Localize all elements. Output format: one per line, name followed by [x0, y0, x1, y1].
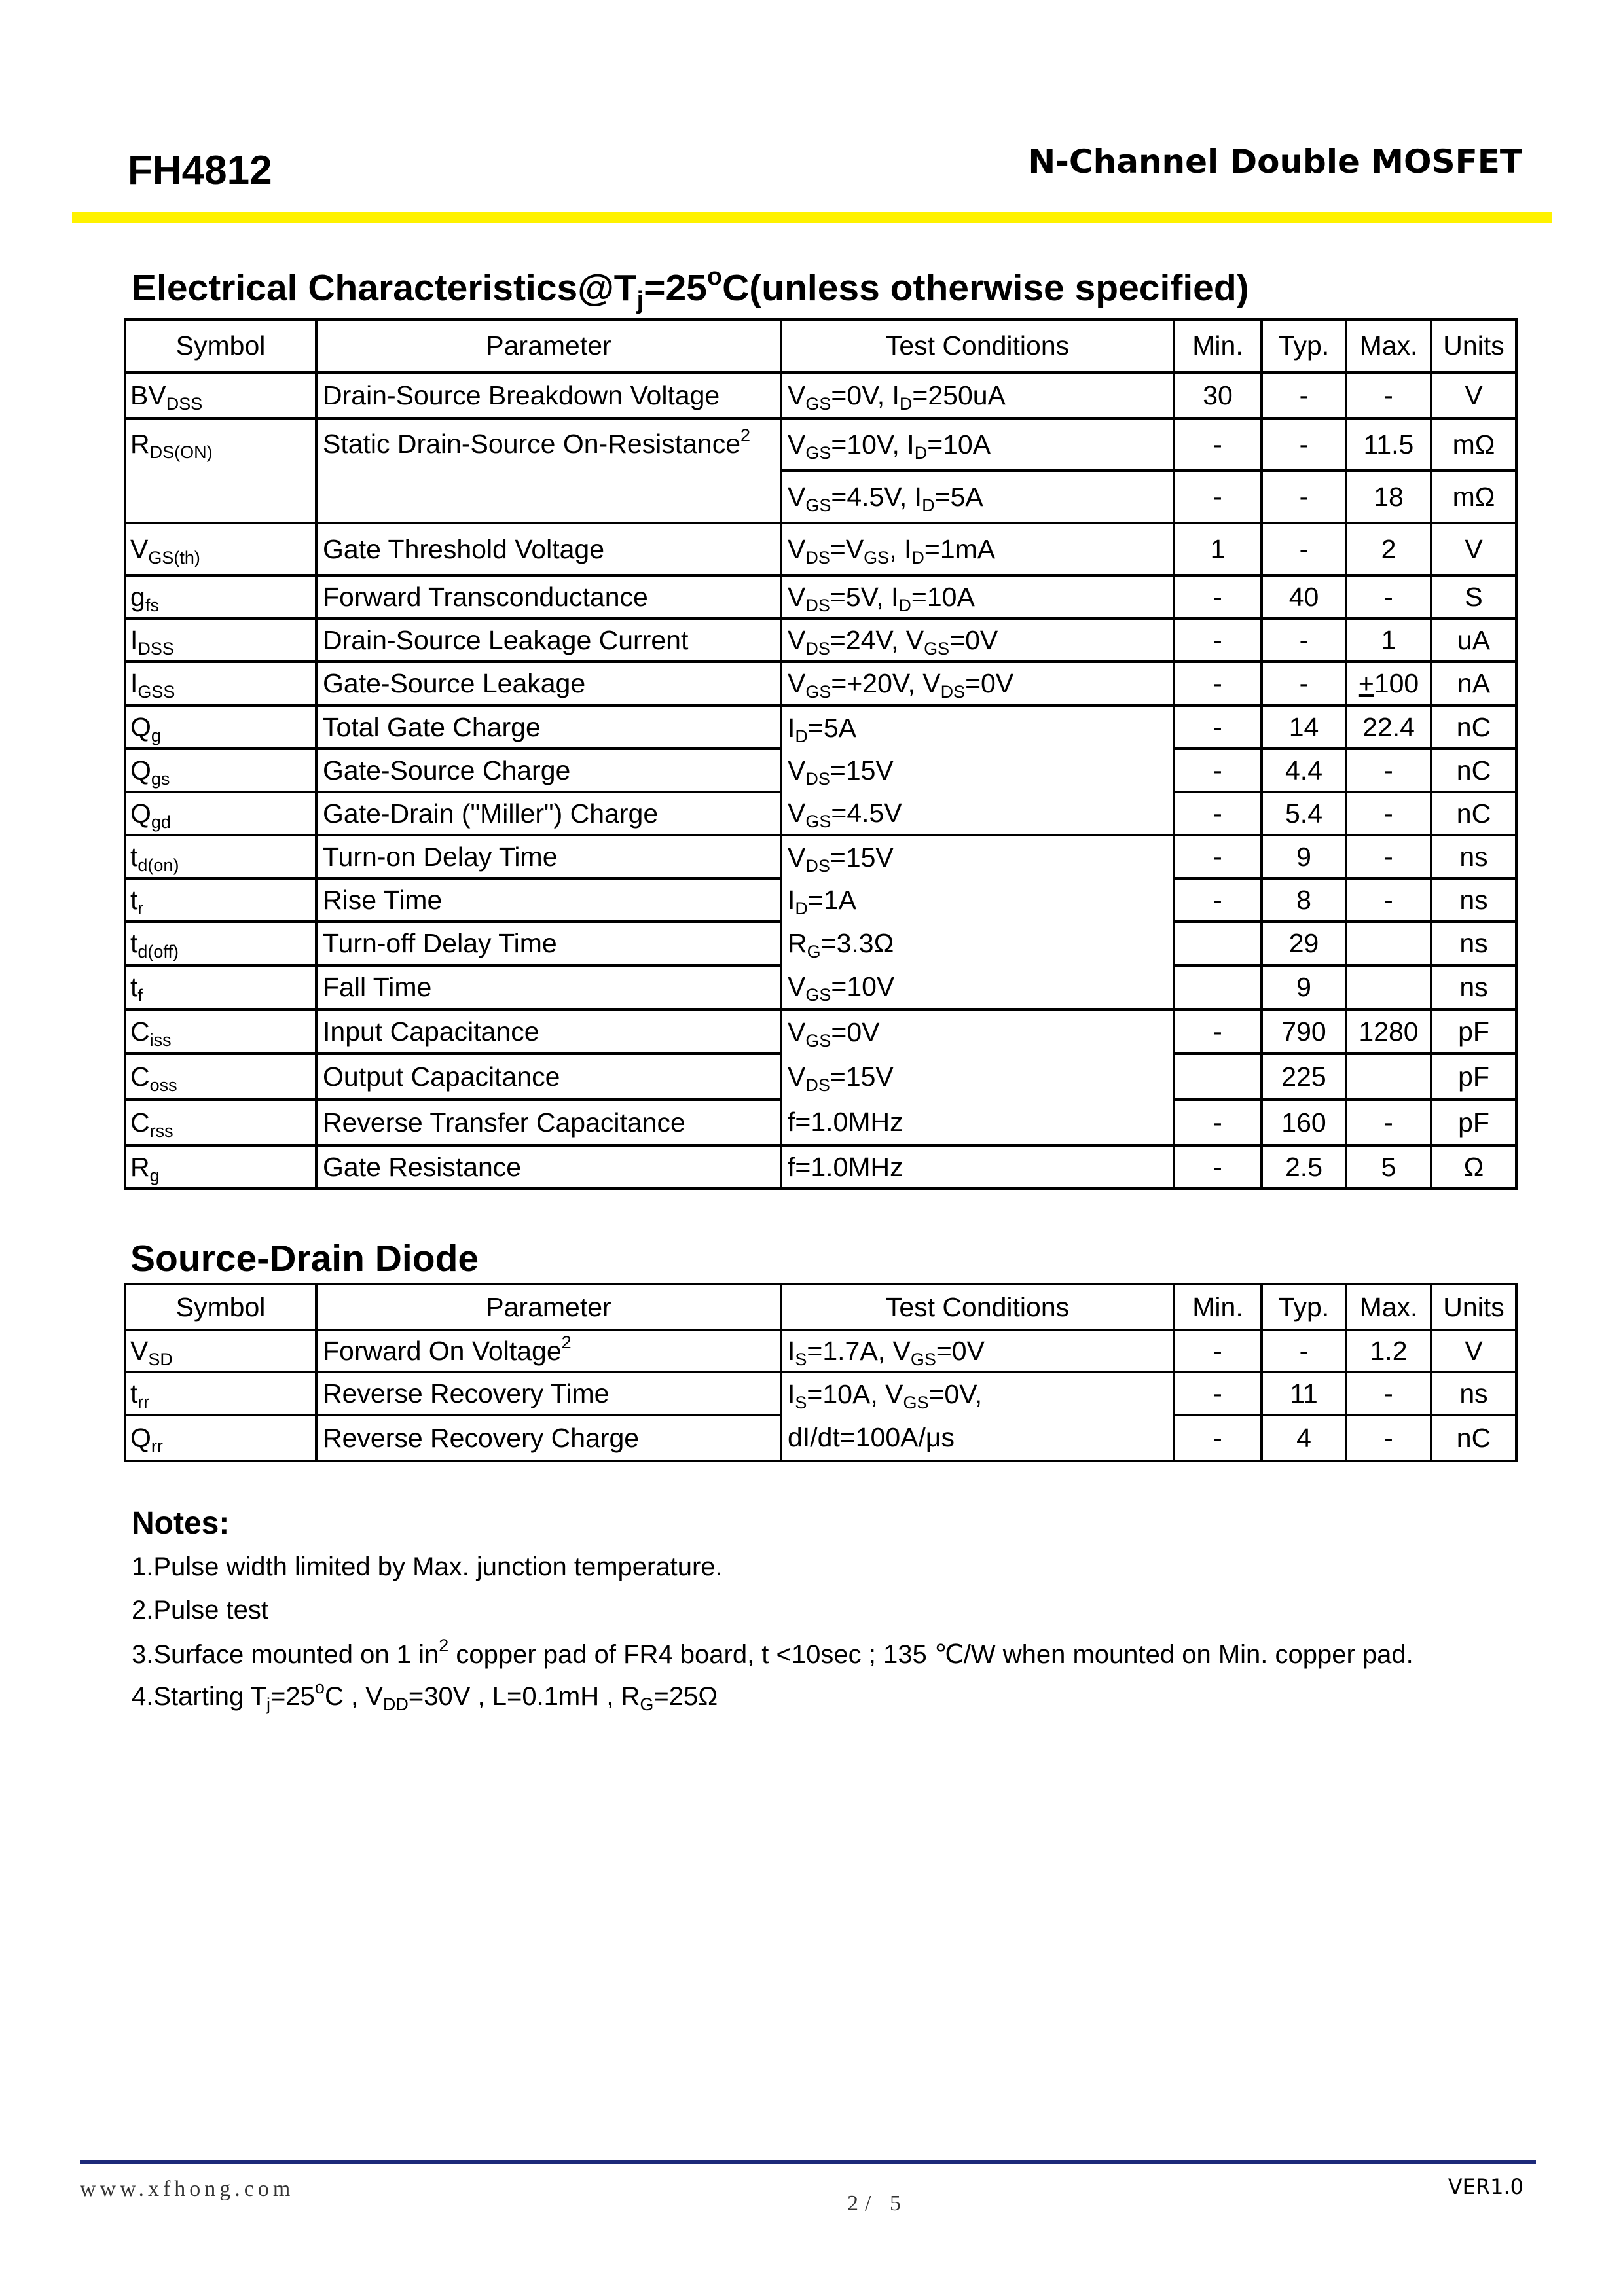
symbol-cell: $C_{oss}$ — [125, 1054, 316, 1100]
max-cell: 1 — [1346, 619, 1431, 662]
condition-cell: $V_{DS}=15V$ — [781, 1054, 1174, 1100]
condition-cell: $V_{DS}=15V$ — [781, 835, 1174, 878]
typ-cell: - — [1262, 1330, 1346, 1372]
header-units: Units — [1431, 319, 1516, 372]
parameter-cell: Total Gate Charge — [316, 706, 781, 749]
typ-cell: 9 — [1262, 965, 1346, 1009]
symbol-cell: $t_r$ — [125, 878, 316, 922]
max-cell: 2 — [1346, 523, 1431, 575]
header-max: Max. — [1346, 319, 1431, 372]
unit-cell: Ω — [1431, 1145, 1516, 1189]
note-1: 1.Pulse width limited by Max. junction temperature. — [132, 1552, 723, 1581]
table-row — [125, 372, 1516, 418]
min-cell — [1174, 922, 1262, 965]
parameter-cell: Gate Threshold Voltage — [316, 523, 781, 575]
typ-cell: - — [1262, 523, 1346, 575]
condition-cell: $V_{GS}=10V$, $I_D=10A$ — [781, 418, 1174, 471]
condition-cell: $V_{DS}=15V$ — [781, 749, 1174, 792]
min-cell: - — [1174, 662, 1262, 706]
max-cell — [1346, 1054, 1431, 1100]
unit-cell: ns — [1431, 1372, 1516, 1415]
condition-cell: $V_{GS}=4.5V$ — [781, 792, 1174, 835]
condition-cell: $V_{DS}=V_{GS}$, $I_D=1mA$ — [781, 523, 1174, 575]
min-cell: - — [1174, 575, 1262, 619]
symbol-cell: $I_{DSS}$ — [125, 619, 316, 662]
table-header-row — [125, 1284, 1516, 1330]
max-cell: - — [1346, 878, 1431, 922]
parameter-cell: Input Capacitance — [316, 1009, 781, 1054]
min-cell: 30 — [1174, 372, 1262, 418]
min-cell: - — [1174, 619, 1262, 662]
typ-cell: - — [1262, 619, 1346, 662]
table-header-row — [125, 319, 1516, 372]
typ-cell: - — [1262, 418, 1346, 471]
symbol-cell: $t_{d(on)}$ — [125, 835, 316, 878]
note-4: 4.Starting $T_j=25^oC$ , $V_{DD}=30V$ , L=0.1mH , $R_G=25\Omega$ — [132, 1677, 718, 1714]
typ-cell: 2.5 — [1262, 1145, 1346, 1189]
condition-cell: $V_{GS}=4.5V$, $I_D=5A$ — [781, 471, 1174, 523]
min-cell: - — [1174, 835, 1262, 878]
table-row — [125, 1415, 1516, 1461]
symbol-cell: $Q_{gd}$ — [125, 792, 316, 835]
min-cell: 1 — [1174, 523, 1262, 575]
min-cell — [1174, 965, 1262, 1009]
typ-cell: 5.4 — [1262, 792, 1346, 835]
unit-cell: V — [1431, 1330, 1516, 1372]
footer-url: www.xfhong.com — [80, 2177, 295, 2201]
parameter-cell: Fall Time — [316, 965, 781, 1009]
symbol-cell: $V_{GS(th)}$ — [125, 523, 316, 575]
unit-cell: nA — [1431, 662, 1516, 706]
electrical-characteristics-title: Electrical $Characteristics@T_j=25^oC(unless$ otherwise specified) — [132, 263, 1249, 314]
typ-cell: 11 — [1262, 1372, 1346, 1415]
parameter-cell: Turn-on Delay Time — [316, 835, 781, 878]
unit-cell: pF — [1431, 1009, 1516, 1054]
max-cell: 11.5 — [1346, 418, 1431, 471]
unit-cell: nC — [1431, 1415, 1516, 1461]
condition-cell: dI/dt=100A/μs — [781, 1415, 1174, 1461]
part-number: FH4812 — [128, 148, 272, 193]
condition-cell: $I_D=5A$ — [781, 706, 1174, 749]
min-cell: - — [1174, 1009, 1262, 1054]
max-cell: - — [1346, 1100, 1431, 1145]
header-symbol: Symbol — [125, 319, 316, 372]
symbol-cell: $R_{DS(ON)}$ — [125, 418, 316, 523]
header-min: Min. — [1174, 1284, 1262, 1330]
table-row — [125, 1372, 1516, 1415]
parameter-cell: Forward Transconductance — [316, 575, 781, 619]
table-row — [125, 792, 1516, 835]
symbol-cell: $t_{d(off)}$ — [125, 922, 316, 965]
header-units: Units — [1431, 1284, 1516, 1330]
condition-cell: $V_{DS}=24V$, $V_{GS}=0V$ — [781, 619, 1174, 662]
header-parameter: Parameter — [316, 319, 781, 372]
typ-cell: 40 — [1262, 575, 1346, 619]
max-cell: 1280 — [1346, 1009, 1431, 1054]
unit-cell: V — [1431, 523, 1516, 575]
typ-cell: - — [1262, 372, 1346, 418]
typ-cell: - — [1262, 471, 1346, 523]
table-row — [125, 1009, 1516, 1054]
unit-cell: ns — [1431, 922, 1516, 965]
table-row — [125, 965, 1516, 1009]
note-2: 2.Pulse test — [132, 1596, 269, 1624]
max-cell: 1.2 — [1346, 1330, 1431, 1372]
condition-cell: $V_{DS}=5V$, $I_D=10A$ — [781, 575, 1174, 619]
max-cell: - — [1346, 792, 1431, 835]
max-cell: 18 — [1346, 471, 1431, 523]
electrical-characteristics-table — [124, 318, 1518, 1190]
table-row — [125, 1145, 1516, 1189]
parameter-cell: Forward On Voltage$^2$ — [316, 1330, 781, 1372]
typ-cell: 14 — [1262, 706, 1346, 749]
header-max: Max. — [1346, 1284, 1431, 1330]
parameter-cell: Gate-Source Leakage — [316, 662, 781, 706]
table-row — [125, 1100, 1516, 1145]
table-row — [125, 619, 1516, 662]
parameter-cell: Reverse Recovery Time — [316, 1372, 781, 1415]
min-cell: - — [1174, 706, 1262, 749]
table-row — [125, 1330, 1516, 1372]
max-cell: - — [1346, 749, 1431, 792]
typ-cell: 4 — [1262, 1415, 1346, 1461]
parameter-cell: Drain-Source Leakage Current — [316, 619, 781, 662]
symbol-cell: $Q_{gs}$ — [125, 749, 316, 792]
table-row — [125, 1054, 1516, 1100]
header-typ: Typ. — [1262, 319, 1346, 372]
min-cell: - — [1174, 1330, 1262, 1372]
parameter-cell: Output Capacitance — [316, 1054, 781, 1100]
page-number: 2/ 5 — [847, 2191, 907, 2215]
header-divider — [72, 212, 1552, 223]
min-cell: - — [1174, 878, 1262, 922]
version-label: VER1.0 — [1448, 2174, 1523, 2199]
max-cell — [1346, 922, 1431, 965]
condition-cell: f=1.0MHz — [781, 1145, 1174, 1189]
max-cell: - — [1346, 372, 1431, 418]
symbol-cell: $g_{fs}$ — [125, 575, 316, 619]
unit-cell: uA — [1431, 619, 1516, 662]
unit-cell: ns — [1431, 965, 1516, 1009]
note-3: 3.Surface mounted on 1 $in^2$ copper pad of FR4 board, t <10sec ; 135 ℃/W when mounted on Min. copper pad. — [132, 1636, 1413, 1669]
symbol-cell: $t_{rr}$ — [125, 1372, 316, 1415]
symbol-cell: $BV_{DSS}$ — [125, 372, 316, 418]
unit-cell: mΩ — [1431, 471, 1516, 523]
min-cell: - — [1174, 1372, 1262, 1415]
condition-cell: $V_{GS}=0V$ — [781, 1009, 1174, 1054]
max-cell: - — [1346, 575, 1431, 619]
unit-cell: ns — [1431, 835, 1516, 878]
parameter-cell: Turn-off Delay Time — [316, 922, 781, 965]
symbol-cell: $t_f$ — [125, 965, 316, 1009]
max-cell: 22.4 — [1346, 706, 1431, 749]
table-row — [125, 575, 1516, 619]
parameter-cell: Gate-Drain ("Miller") Charge — [316, 792, 781, 835]
unit-cell: nC — [1431, 792, 1516, 835]
header-typ: Typ. — [1262, 1284, 1346, 1330]
typ-cell: 9 — [1262, 835, 1346, 878]
table-row — [125, 706, 1516, 749]
max-cell: - — [1346, 835, 1431, 878]
unit-cell: pF — [1431, 1054, 1516, 1100]
unit-cell: mΩ — [1431, 418, 1516, 471]
condition-cell: $R_G=3.3\Omega$ — [781, 922, 1174, 965]
symbol-cell: $R_g$ — [125, 1145, 316, 1189]
parameter-cell: Static Drain-Source On-Resistance$^2$ — [316, 418, 781, 523]
condition-cell: $I_D=1A$ — [781, 878, 1174, 922]
parameter-cell: Rise Time — [316, 878, 781, 922]
min-cell: - — [1174, 418, 1262, 471]
condition-cell: $V_{GS}=+20V$, $V_{DS}=0V$ — [781, 662, 1174, 706]
typ-cell: - — [1262, 662, 1346, 706]
table-row — [125, 922, 1516, 965]
source-drain-diode-table — [124, 1283, 1518, 1462]
header-symbol: Symbol — [125, 1284, 316, 1330]
table-row — [125, 523, 1516, 575]
condition-cell: f=1.0MHz — [781, 1100, 1174, 1145]
min-cell: - — [1174, 1415, 1262, 1461]
unit-cell: nC — [1431, 749, 1516, 792]
typ-cell: 160 — [1262, 1100, 1346, 1145]
max-cell: - — [1346, 1372, 1431, 1415]
min-cell: - — [1174, 1100, 1262, 1145]
symbol-cell: $C_{iss}$ — [125, 1009, 316, 1054]
header-parameter: Parameter — [316, 1284, 781, 1330]
notes-title: Notes: — [132, 1506, 230, 1541]
condition-cell: $V_{GS}=10V$ — [781, 965, 1174, 1009]
unit-cell: ns — [1431, 878, 1516, 922]
max-cell: 5 — [1346, 1145, 1431, 1189]
part-description: N-Channel Double MOSFET — [1028, 143, 1522, 181]
source-drain-diode-title: Source-Drain Diode — [130, 1238, 479, 1280]
min-cell: - — [1174, 1145, 1262, 1189]
unit-cell: V — [1431, 372, 1516, 418]
typ-cell: 4.4 — [1262, 749, 1346, 792]
table-row — [125, 878, 1516, 922]
table-row — [125, 835, 1516, 878]
table-row — [125, 418, 1516, 471]
typ-cell: 8 — [1262, 878, 1346, 922]
unit-cell: S — [1431, 575, 1516, 619]
condition-cell: $I_S=1.7A$, $V_{GS}=0V$ — [781, 1330, 1174, 1372]
typ-cell: 29 — [1262, 922, 1346, 965]
min-cell: - — [1174, 471, 1262, 523]
max-cell: - — [1346, 1415, 1431, 1461]
min-cell — [1174, 1054, 1262, 1100]
typ-cell: 790 — [1262, 1009, 1346, 1054]
condition-cell: $V_{GS}=0V$, $I_D=250uA$ — [781, 372, 1174, 418]
symbol-cell: $C_{rss}$ — [125, 1100, 316, 1145]
parameter-cell: Reverse Recovery Charge — [316, 1415, 781, 1461]
parameter-cell: Gate-Source Charge — [316, 749, 781, 792]
symbol-cell: $Q_g$ — [125, 706, 316, 749]
max-cell: +100 — [1346, 662, 1431, 706]
condition-cell: $I_S=10A$, $V_{GS}=0V$, — [781, 1372, 1174, 1415]
symbol-cell: $V_{SD}$ — [125, 1330, 316, 1372]
unit-cell: nC — [1431, 706, 1516, 749]
min-cell: - — [1174, 792, 1262, 835]
parameter-cell: Reverse Transfer Capacitance — [316, 1100, 781, 1145]
header-conditions: Test Conditions — [781, 319, 1174, 372]
typ-cell: 225 — [1262, 1054, 1346, 1100]
symbol-cell: $Q_{rr}$ — [125, 1415, 316, 1461]
min-cell: - — [1174, 749, 1262, 792]
table-row — [125, 662, 1516, 706]
unit-cell: pF — [1431, 1100, 1516, 1145]
table-row — [125, 749, 1516, 792]
parameter-cell: Drain-Source Breakdown Voltage — [316, 372, 781, 418]
symbol-cell: $I_{GSS}$ — [125, 662, 316, 706]
max-cell — [1346, 965, 1431, 1009]
footer-divider — [80, 2160, 1536, 2164]
parameter-cell: Gate Resistance — [316, 1145, 781, 1189]
header-conditions: Test Conditions — [781, 1284, 1174, 1330]
header-min: Min. — [1174, 319, 1262, 372]
